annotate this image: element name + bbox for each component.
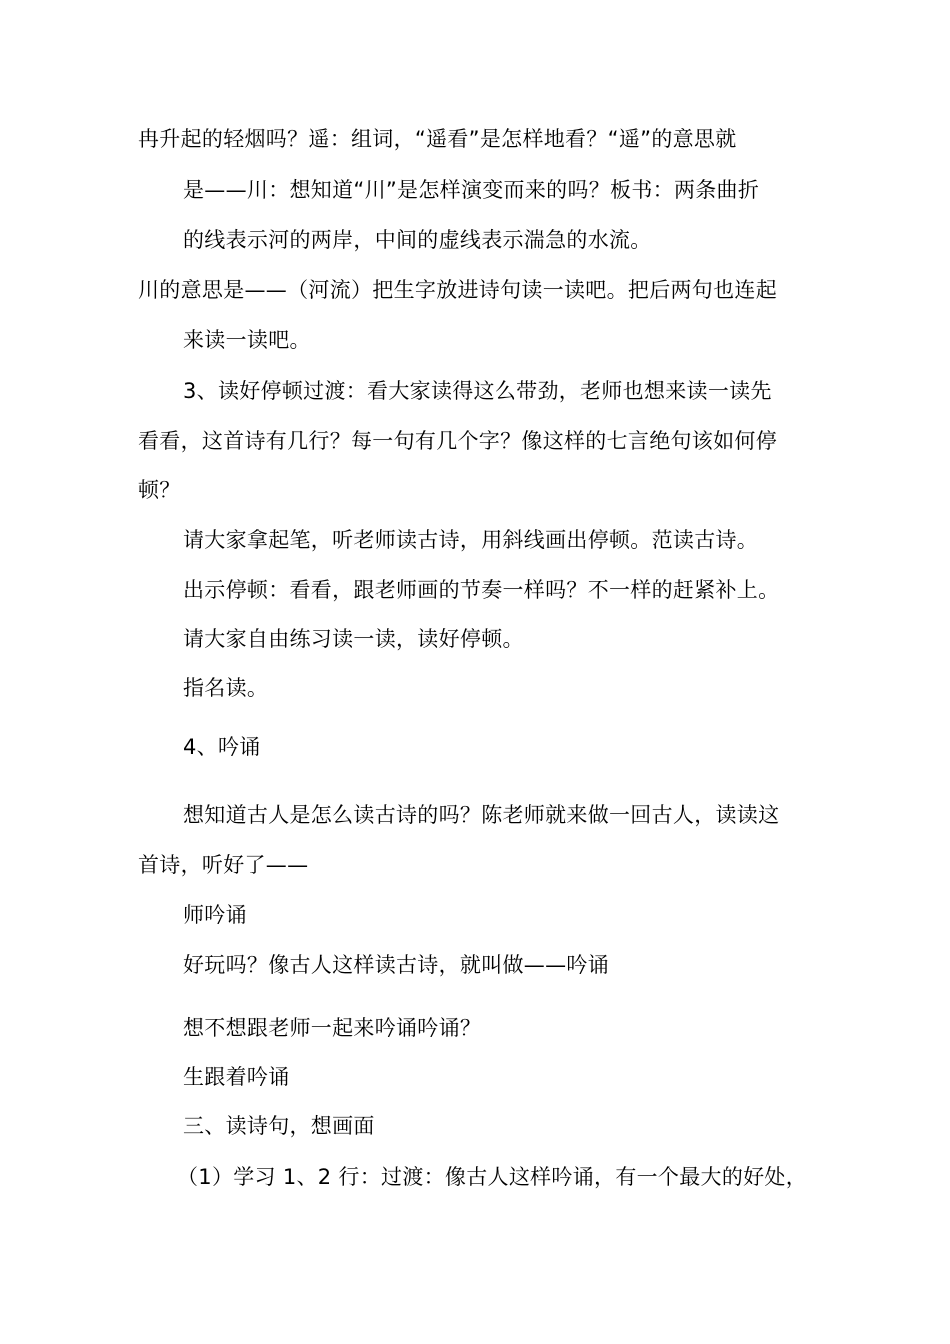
text-line: 想不想跟老师一起来吟诵吟诵？ <box>183 1016 482 1040</box>
text-line: 请大家自由练习读一读，读好停顿。 <box>183 627 524 651</box>
text-line: 首诗，听好了—— <box>138 853 309 877</box>
text-line: 顿？ <box>138 478 181 502</box>
text-line: 川的意思是——（河流）把生字放进诗句读一读吧。把后两句也连起 <box>138 278 777 302</box>
section-heading: 三、读诗句，想画面 <box>183 1114 375 1138</box>
text-line: 冉升起的轻烟吗？遥：组词，“遥看”是怎样地看？“遥”的意思就 <box>138 127 737 151</box>
text-line: 指名读。 <box>183 676 269 700</box>
text-line: 师吟诵 <box>183 903 247 927</box>
text-line: 生跟着吟诵 <box>183 1065 290 1089</box>
text-line: 请大家拿起笔，听老师读古诗，用斜线画出停顿。范读古诗。 <box>183 528 759 552</box>
text-line: 来读一读吧。 <box>183 328 311 352</box>
text-line: 出示停顿：看看，跟老师画的节奏一样吗？不一样的赶紧补上。 <box>183 578 780 602</box>
text-line: 好玩吗？像古人这样读古诗，就叫做——吟诵 <box>183 953 609 977</box>
text-line: 3、读好停顿过渡：看大家读得这么带劲，老师也想来读一读先 <box>183 379 772 403</box>
text-line: 的线表示河的两岸，中间的虚线表示湍急的水流。 <box>183 228 652 252</box>
text-line: 想知道古人是怎么读古诗的吗？陈老师就来做一回古人，读读这 <box>183 803 780 827</box>
section-heading: 4、吟诵 <box>183 735 261 759</box>
text-line: 是——川：想知道“川”是怎样演变而来的吗？板书：两条曲折 <box>183 178 760 202</box>
text-line: 看看，这首诗有几行？每一句有几个字？像这样的七言绝句该如何停 <box>138 429 777 453</box>
text-line: （1）学习 1、2 行：过渡：像古人这样吟诵，有一个最大的好处， <box>177 1165 808 1189</box>
